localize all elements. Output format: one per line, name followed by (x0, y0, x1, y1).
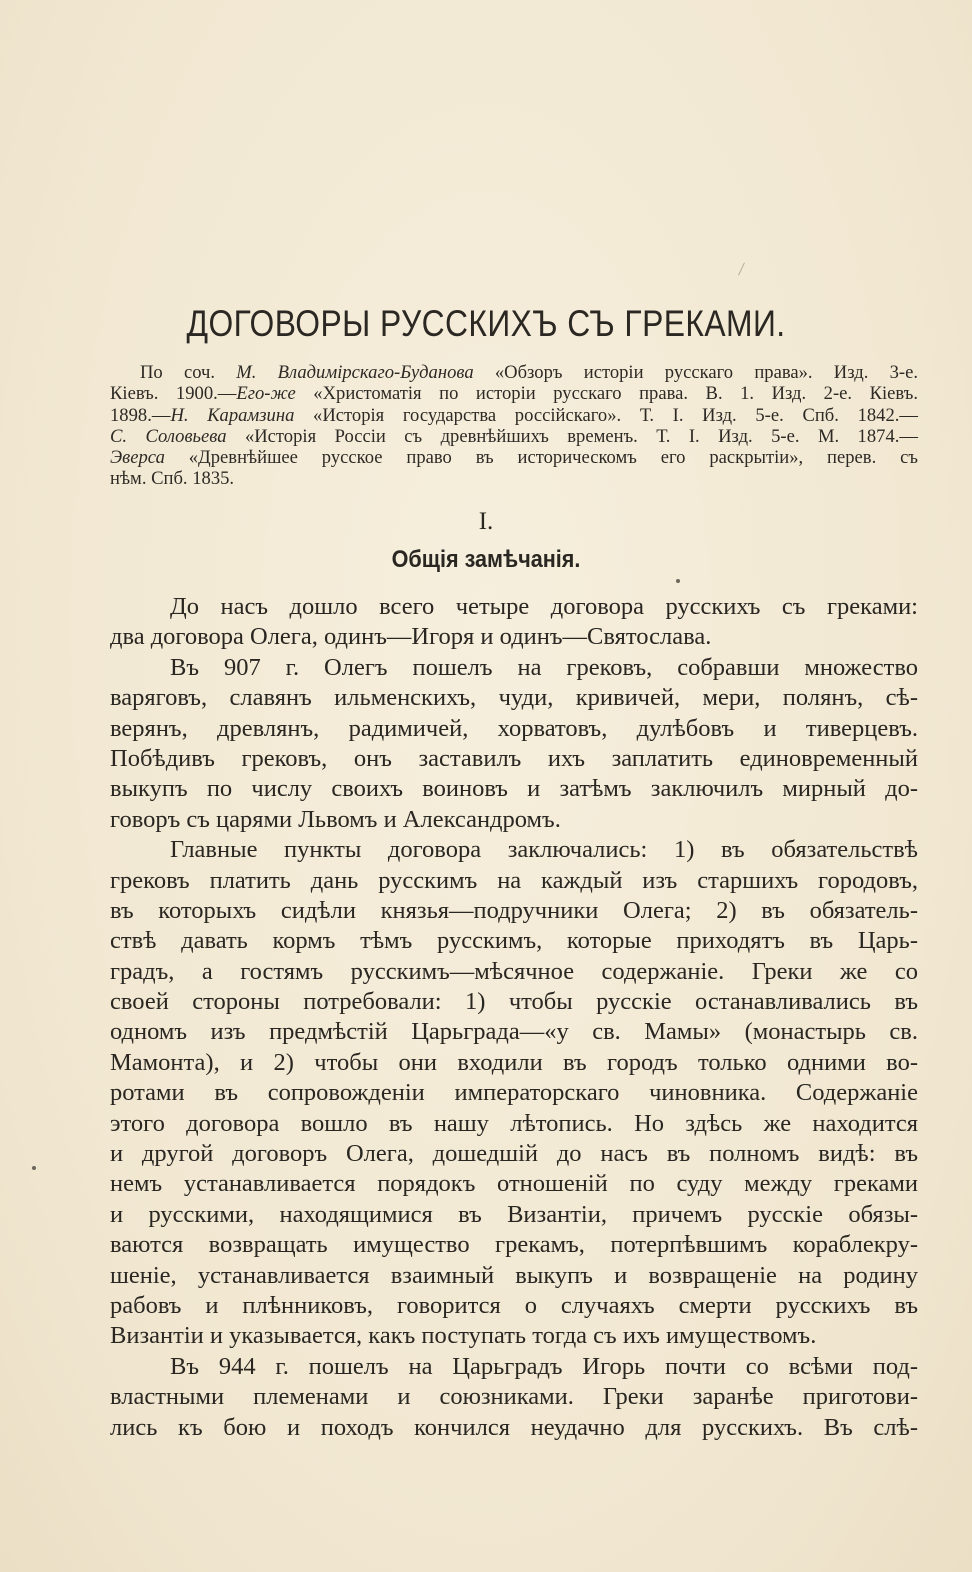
body-line: властными племенами и союзниками. Греки заранѣе приготови- (110, 1383, 918, 1411)
sources-line (110, 383, 918, 404)
body-line: ротами въ сопровожденіи императорскаго чиновника. Содержаніе (110, 1079, 918, 1107)
sources-text: «Христоматія по исторіи русскаго права. В. 1. Изд. 2-е. Кіевъ. (295, 383, 918, 405)
pencil-mark (738, 262, 745, 275)
sources-text: «Древнѣйшее русское право въ историческомъ его раскрытіи», перев. съ (164, 447, 918, 469)
margin-dot (32, 1166, 36, 1170)
body-line: и другой договоръ Олега, дошедшій до насъ въ полномъ видѣ: въ (110, 1140, 918, 1168)
sources-line (110, 447, 918, 468)
sources-line (110, 405, 918, 426)
sources-line (110, 362, 918, 383)
page-title: ДОГОВОРЫ РУССКИХЪ СЪ ГРЕКАМИ. (186, 303, 786, 344)
author-name: Его-же (236, 383, 296, 405)
body-line: шеніе, устанавливается взаимный выкупъ и возвращеніе на родину (110, 1261, 918, 1289)
sources-text: По соч. (140, 362, 237, 383)
sources-text: 1898.— (110, 404, 171, 426)
body-line: ваются возвращать имущество грекамъ, потерпѣвшимъ кораблекру- (110, 1231, 918, 1259)
body-line: верянъ, древлянъ, радимичей, хорватовъ, дулѣбовъ и тиверцевъ. (110, 714, 918, 742)
body-line: Главные пункты договора заключались: 1) въ обязательствѣ (170, 836, 918, 864)
body-line: говоръ съ царями Львомъ и Александромъ. (110, 805, 561, 833)
body-line: одномъ изъ предмѣстій Царьграда—«у св. Мамы» (монастырь св. (110, 1018, 918, 1046)
author-name: Н. Карамзина (170, 404, 295, 426)
sources-text: «Исторія Россіи съ древнѣйшихъ временъ. Т. I. Изд. 5-е. М. 1874.— (226, 425, 918, 447)
ink-speck (676, 579, 680, 583)
body-line: немъ устанавливается порядокъ отношеній по суду между греками (110, 1170, 918, 1198)
sources-line (110, 468, 918, 489)
body-line: грековъ платить дань русскимъ на каждый изъ старшихъ городовъ, (110, 866, 918, 894)
body-line: Въ 907 г. Олегъ пошелъ на грековъ, собравши множество (170, 653, 918, 681)
body-line: этого договора вошло въ нашу лѣтопись. Но здѣсь же находится (110, 1109, 918, 1137)
sources-text: Кіевъ. 1900.— (110, 383, 237, 405)
body-line: Побѣдивъ грековъ, онъ заставилъ ихъ заплатить единовременный (110, 744, 918, 772)
body-line: ствѣ давать кормъ тѣмъ русскимъ, которые приходятъ въ Царь- (110, 927, 918, 955)
body-line: лись къ бою и походъ кончился неудачно для русскихъ. Въ слѣ- (110, 1413, 918, 1441)
author-name: С. Соловьева (110, 425, 227, 447)
body-line: рабовъ и плѣнниковъ, говорится о случаяхъ смерти русскихъ въ (110, 1291, 918, 1319)
sources-text: нѣм. Спб. 1835. (110, 468, 235, 490)
body-line: и русскими, находящимися въ Византіи, причемъ русскіе обязы- (110, 1200, 918, 1228)
sources-text: «Исторія государства россійскаго». Т. I. Изд. 5-е. Спб. 1842.— (294, 404, 919, 426)
body-line: До насъ дошло всего четыре договора русскихъ съ греками: (170, 593, 918, 620)
sources-paragraph (110, 362, 918, 490)
sources-text: «Обзоръ исторіи русскаго права». Изд. 3-е. (473, 362, 918, 383)
section-title: Общія замѣчанія. (391, 546, 581, 573)
body-line: варяговъ, славянъ ильменскихъ, чуди, кривичей, мери, полянъ, сѣ- (110, 684, 918, 712)
body-line: градъ, а гостямъ русскимъ—мѣсячное содержаніе. Греки же со (110, 957, 918, 985)
body-line: два договора Олега, одинъ—Игоря и одинъ—Святослава. (110, 623, 712, 651)
body-line: Мамонта), и 2) чтобы они входили въ городъ только одними во- (110, 1048, 918, 1076)
body-text (110, 592, 918, 1443)
sources-line (110, 426, 918, 447)
author-name: Эверса (110, 447, 165, 469)
body-line: Въ 944 г. пошелъ на Царьградъ Игорь почти со всѣми под- (170, 1352, 918, 1380)
body-line: своей стороны потребовали: 1) чтобы русскіе останавливались въ (110, 988, 918, 1016)
section-number: I. (478, 508, 494, 535)
body-line: въ которыхъ сидѣли князья—подручники Олега; 2) въ обязатель- (110, 896, 918, 924)
body-line: выкупъ по числу своихъ воиновъ и затѣмъ заключилъ мирный до- (110, 775, 918, 803)
author-name: М. Владимірскаго-Буданова (236, 362, 474, 383)
body-line: Византіи и указывается, какъ поступать тогда съ ихъ имуществомъ. (110, 1322, 817, 1350)
